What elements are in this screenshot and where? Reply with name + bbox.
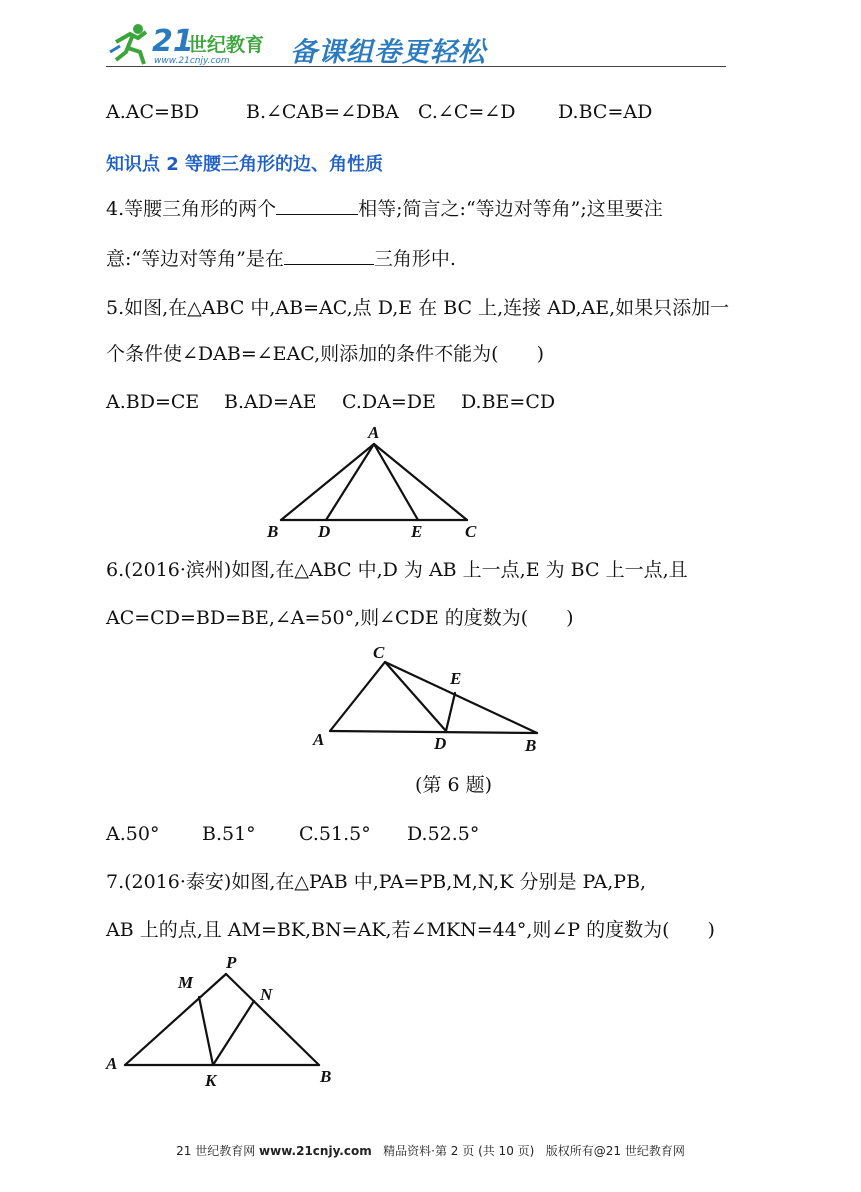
q4-text-2a: 意:“等边对等角”是在: [106, 248, 284, 270]
q7-label-k: K: [205, 1071, 217, 1090]
q6-option-a: A.50°: [106, 823, 160, 845]
q5-label-d: D: [318, 522, 331, 541]
q7-line-2: AB 上的点,且 AM=BK,BN=AK,若∠MKN=44°,则∠P 的度数为( ): [106, 919, 715, 941]
q7-label-m: M: [178, 973, 194, 992]
q6-label-d: D: [434, 734, 447, 753]
q6-label-c: C: [373, 643, 385, 662]
q5-label-e: E: [411, 522, 423, 541]
footer-url[interactable]: www.21cnjy.com: [259, 1144, 372, 1158]
q7-segment-pb: [226, 974, 319, 1065]
q7-label-n: N: [260, 985, 273, 1004]
q5-option-a: A.BD=CE: [106, 391, 200, 413]
q6-label-a: A: [313, 730, 325, 749]
footer-rights: 版权所有@21 世纪教育网: [545, 1144, 685, 1158]
logo-url: www.21cnjy.com: [154, 56, 230, 66]
q6-option-d: D.52.5°: [407, 823, 480, 845]
q5-label-b: B: [267, 522, 279, 541]
footer-page-info: 精品资料·第 2 页 (共 10 页): [383, 1144, 535, 1158]
section-heading: 知识点 2 等腰三角形的边、角性质: [106, 154, 384, 175]
q6-line-2: AC=CD=BD=BE,∠A=50°,则∠CDE 的度数为( ): [106, 607, 574, 629]
q6-label-e: E: [450, 669, 462, 688]
q7-segment-mk: [199, 997, 213, 1065]
footer-site: 21 世纪教育网: [176, 1144, 256, 1158]
q5-label-a: A: [368, 423, 380, 442]
q3-option-b: B.∠CAB=∠DBA: [246, 101, 399, 123]
q6-label-b: B: [525, 736, 537, 755]
q6-line-1: 6.(2016·滨州)如图,在△ABC 中,D 为 AB 上一点,E 为 BC 上一点,且: [106, 559, 688, 581]
q7-line-1: 7.(2016·泰安)如图,在△PAB 中,PA=PB,M,N,K 分别是 PA,PB,: [106, 871, 647, 893]
q3-option-a: A.AC=BD: [106, 101, 200, 123]
q5-option-b: B.AD=AE: [224, 391, 317, 413]
q7-label-p: P: [226, 953, 237, 972]
q6-caption: (第 6 题): [415, 774, 492, 796]
q4-text-1b: 相等;简言之:“等边对等角”;这里要注: [358, 198, 663, 220]
q4-text-2b: 三角形中.: [373, 248, 456, 270]
q3-option-c: C.∠C=∠D: [418, 101, 516, 123]
page-footer: [0, 1142, 861, 1159]
q5-option-c: C.DA=DE: [342, 391, 436, 413]
q7-label-a: A: [106, 1054, 118, 1073]
logo-number: 21: [152, 24, 194, 59]
q5-label-c: C: [465, 522, 477, 541]
logo-text: 世纪教育: [188, 34, 265, 56]
q6-option-b: B.51°: [202, 823, 256, 845]
q5-option-d: D.BE=CD: [461, 391, 556, 413]
q5-line-1: 5.如图,在△ABC 中,AB=AC,点 D,E 在 BC 上,连接 AD,AE,如果只添加一: [106, 297, 730, 319]
q7-label-b: B: [320, 1067, 332, 1086]
q4-text-1a: 4.等腰三角形的两个: [106, 198, 277, 220]
q7-segment-kn: [213, 1001, 254, 1065]
q6-option-c: C.51.5°: [299, 823, 371, 845]
q5-line-2: 个条件使∠DAB=∠EAC,则添加的条件不能为( ): [106, 343, 544, 365]
q3-option-d: D.BC=AD: [558, 101, 653, 123]
header-slogan: 备课组卷更轻松: [290, 37, 486, 68]
